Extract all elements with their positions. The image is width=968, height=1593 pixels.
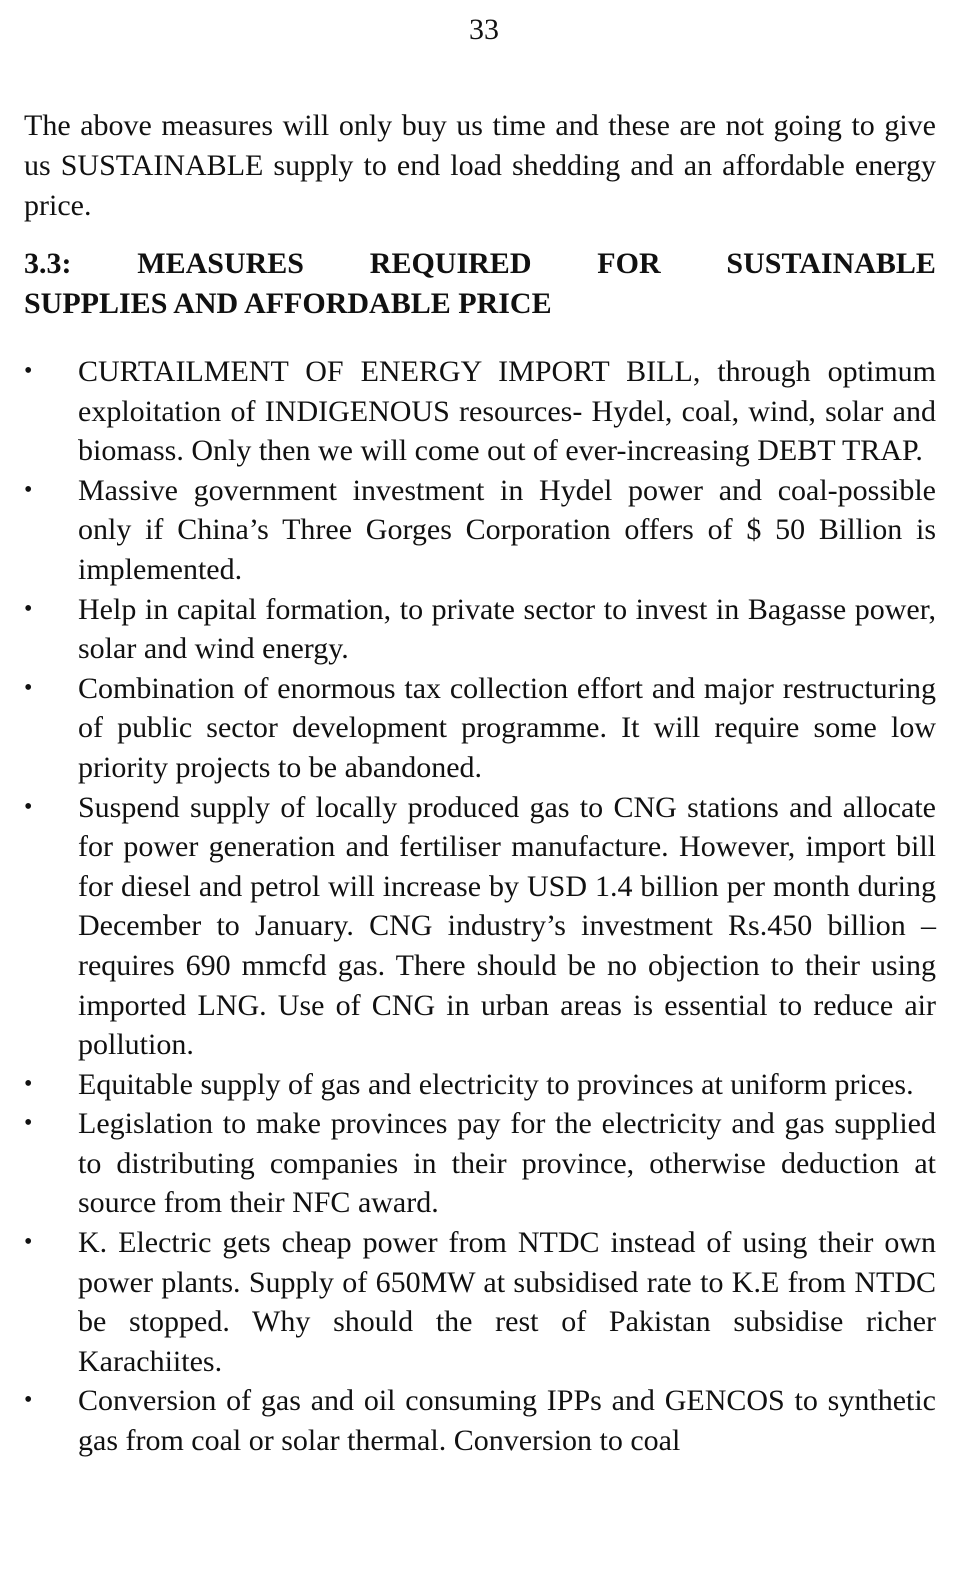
heading-word: FOR — [597, 247, 661, 280]
bullet-icon: • — [24, 674, 33, 701]
list-item — [24, 1381, 936, 1460]
list-item — [24, 590, 936, 669]
bullet-icon: • — [24, 1229, 33, 1256]
list-item — [24, 352, 936, 471]
list-item-text: K. Electric gets cheap power from NTDC instead of using their own power plants. Supply of 650MW at subsidised rate to K.E from NTDC be stopped. Why should the rest of Pakistan subsidise richer Karachiites. — [78, 1226, 936, 1378]
bullet-icon: • — [24, 793, 33, 820]
section-heading-line1 — [24, 244, 936, 284]
list-item — [24, 669, 936, 788]
section-heading-line2: SUPPLIES AND AFFORDABLE PRICE — [24, 287, 552, 320]
section-heading — [24, 244, 936, 324]
list-item — [24, 1065, 936, 1105]
list-item — [24, 471, 936, 590]
bullet-icon: • — [24, 476, 33, 503]
bullet-icon: • — [24, 595, 33, 622]
bullet-icon: • — [24, 1070, 33, 1097]
list-item-text: Conversion of gas and oil consuming IPPs and GENCOS to synthetic gas from coal or solar thermal. Conversion to coal — [78, 1384, 936, 1458]
page-body — [24, 106, 936, 1461]
heading-word: MEASURES — [137, 247, 304, 280]
bullet-icon: • — [24, 1110, 33, 1137]
page-number: 33 — [469, 13, 499, 46]
list-item-text: Equitable supply of gas and electricity to provinces at uniform prices. — [78, 1067, 914, 1101]
list-item-text: Help in capital formation, to private sector to invest in Bagasse power, solar and wind energy. — [78, 592, 936, 666]
heading-word: SUSTAINABLE — [726, 247, 936, 280]
list-item — [24, 1104, 936, 1223]
heading-word: REQUIRED — [369, 247, 532, 280]
list-item-text: Legislation to make provinces pay for the electricity and gas supplied to distributing companies in their province, otherwise deduction at source from their NFC award. — [78, 1107, 936, 1220]
list-item — [24, 788, 936, 1065]
list-item-text: Suspend supply of locally produced gas to CNG stations and allocate for power generation and fertiliser manufacture. However, import bill for diesel and petrol will increase by USD 1.4 billion per month during December to January. CNG industry’s investment Rs.450 billion – requires 690 mmcfd gas. There should be no objection to their using imported LNG. Use of CNG in urban areas is essential to reduce air pollution. — [78, 790, 936, 1062]
list-item-text: Massive government investment in Hydel power and coal-possible only if China’s Three Gorges Corporation offers of $ 50 Billion is implemented. — [78, 473, 936, 586]
heading-word: 3.3: — [24, 247, 72, 280]
list-item-text: Combination of enormous tax collection effort and major restructuring of public sector development programme. It will require some low priority projects to be abandoned. — [78, 671, 936, 784]
list-item — [24, 1223, 936, 1381]
list-item-text: CURTAILMENT OF ENERGY IMPORT BILL, through optimum exploitation of INDIGENOUS resources- Hydel, coal, wind, solar and biomass. Only then we will come out of ever-increasing DEBT TRAP. — [78, 355, 936, 468]
bullet-icon: • — [24, 1387, 33, 1414]
intro-paragraph: The above measures will only buy us time and these are not going to give us SUSTAINABLE supply to end load shedding and an affordable energy price. — [24, 109, 936, 222]
bullet-icon: • — [24, 358, 33, 384]
measures-list — [24, 352, 936, 1461]
